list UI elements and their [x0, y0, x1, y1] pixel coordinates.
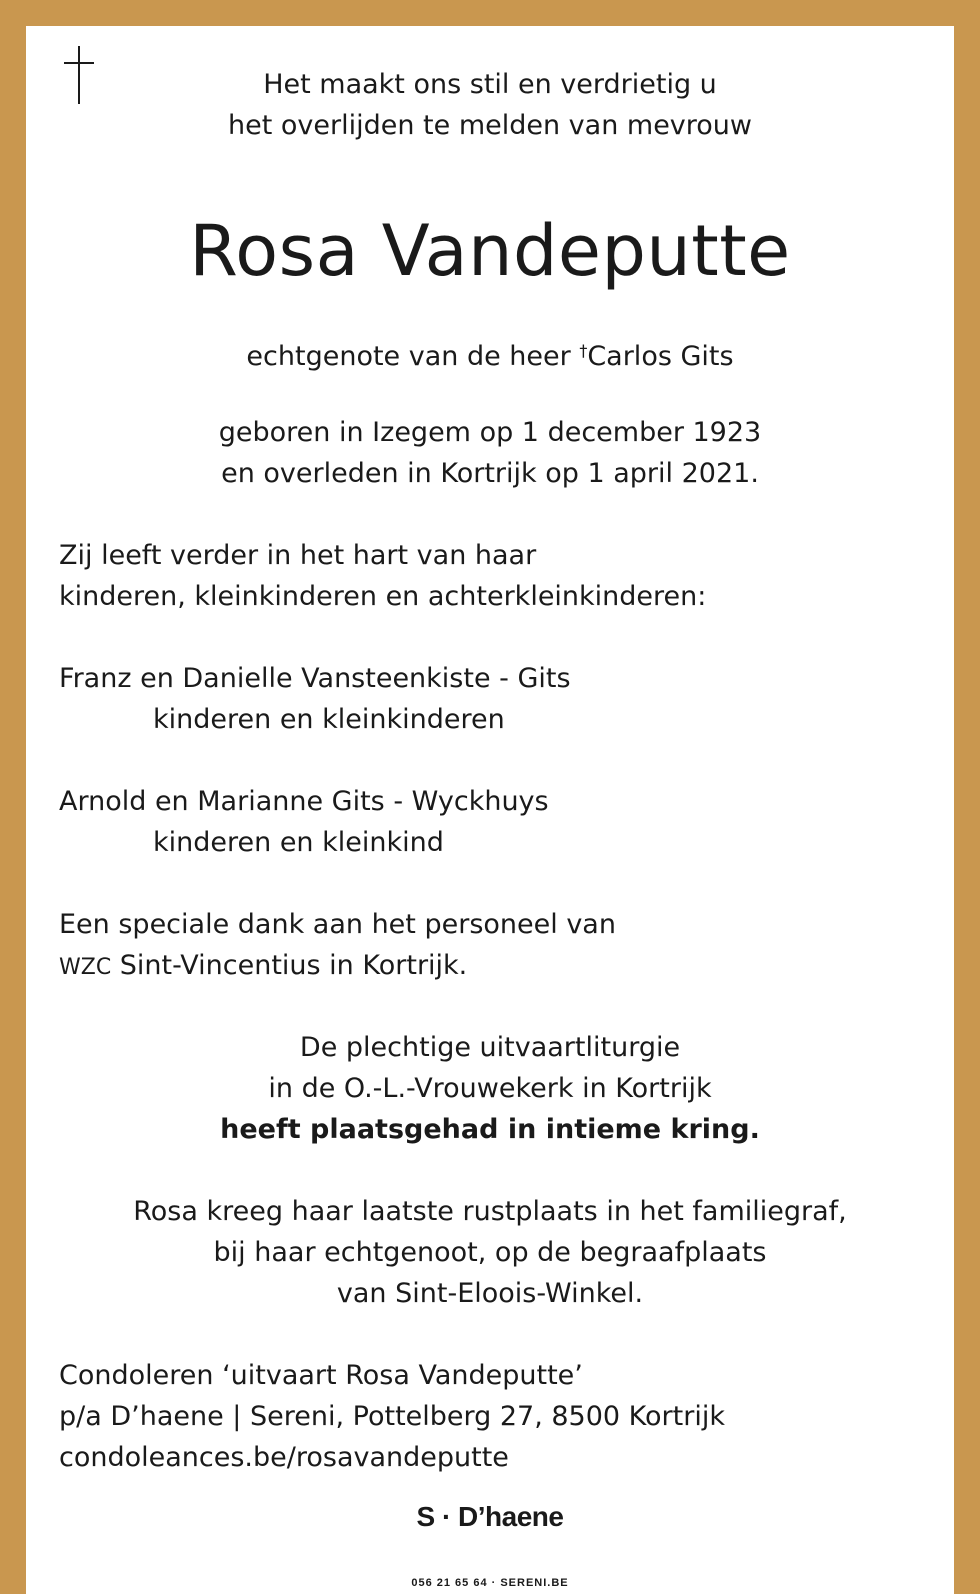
resting-line-1: Rosa kreeg haar laatste rustplaats in het familiegraf,: [133, 1196, 847, 1227]
funeral-home-contact: 056 21 65 64 · SERENI.BE: [411, 1577, 569, 1589]
death-line: en overleden in Kortrijk op 1 april 2021.: [221, 458, 759, 489]
deceased-name: Rosa Vandeputte: [189, 210, 791, 292]
funeral-line-1: De plechtige uitvaartliturgie: [299, 1032, 681, 1063]
family-names: Franz en Danielle Vansteenkiste - Gits: [59, 663, 571, 694]
resting-line-3: van Sint-Eloois-Winkel.: [336, 1278, 644, 1309]
funeral-home-logo: S · D’haene: [416, 1501, 564, 1532]
family-intro-line-1: Zij leeft verder in het hart van haar: [59, 540, 537, 571]
family-sub: kinderen en kleinkind: [153, 827, 444, 858]
intro-line-2: het overlijden te melden van mevrouw: [227, 110, 753, 141]
birth-line: geboren in Izegem op 1 december 1923: [218, 417, 762, 448]
condolences-address: p/a D’haene | Sereni, Pottelberg 27, 8500 Kortrijk: [59, 1401, 725, 1432]
resting-line-2: bij haar echtgenoot, op de begraafplaats: [213, 1237, 767, 1268]
family-intro-line-2: kinderen, kleinkinderen en achterkleinkinderen:: [59, 581, 707, 612]
condolences-url[interactable]: condoleances.be/rosavandeputte: [59, 1442, 509, 1473]
spouse-name: Carlos Gits: [587, 341, 734, 372]
thanks-line-2: [59, 945, 467, 988]
funeral-line-3: heeft plaatsgehad in intieme kring.: [220, 1114, 760, 1145]
funeral-line-2: in de O.-L.-Vrouwekerk in Kortrijk: [268, 1073, 712, 1104]
family-names: Arnold en Marianne Gits - Wyckhuys: [59, 786, 549, 817]
wzc-abbr: WZC: [59, 955, 112, 980]
intro-line-1: Het maakt ons stil en verdrietig u: [263, 69, 717, 100]
family-sub: kinderen en kleinkinderen: [153, 704, 505, 735]
spouse-line: [26, 330, 954, 377]
condolences-line-1: Condoleren ‘uitvaart Rosa Vandeputte’: [59, 1360, 583, 1391]
spouse-prefix: echtgenote van de heer: [246, 341, 580, 372]
thanks-line-1: Een speciale dank aan het personeel van: [59, 909, 616, 940]
obituary-card: [26, 26, 954, 1594]
dagger-icon: †: [579, 341, 588, 360]
thanks-line-2-text: Sint-Vincentius in Kortrijk.: [111, 950, 468, 981]
